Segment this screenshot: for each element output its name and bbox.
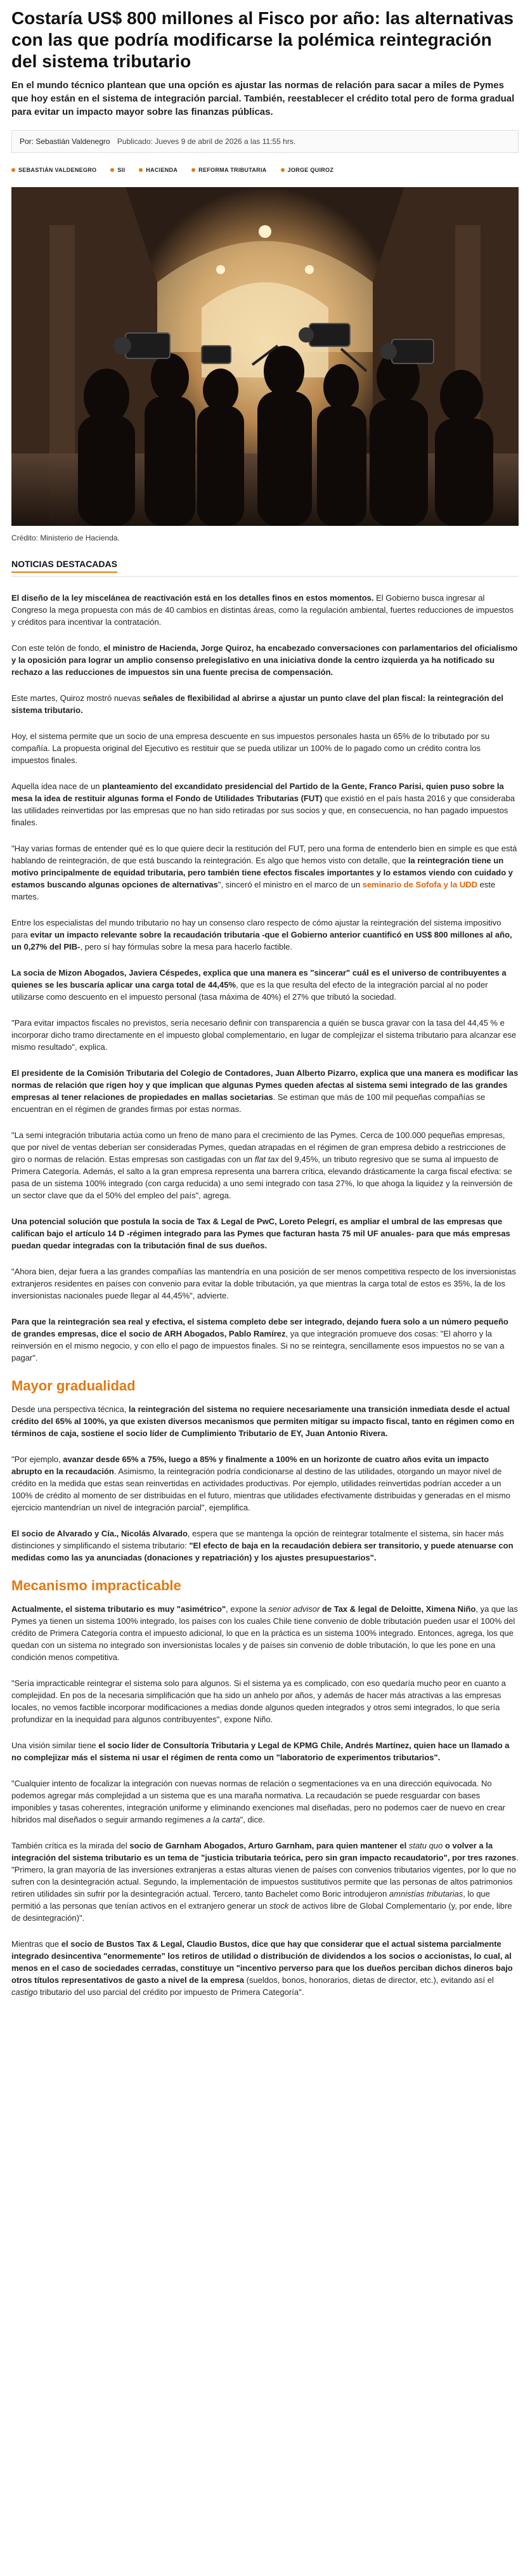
tag-item[interactable] xyxy=(11,167,96,173)
paragraph-8: La socia de Mizon Abogados, Javiera Céspedes, explica que una manera es "sincerar" cuál es el universo de contribuyentes a quienes se les buscaría aplicar una carga total de 44,45%, que es la que resulta del efecto de la integración parcial al no poder utilizarse como descuento en el impuesto personal (tasa máxima de 40%) el 27% que tributó la sociedad. xyxy=(11,968,507,1002)
author-link[interactable]: Por: Sebastián Valdenegro xyxy=(20,137,110,146)
paragraph-7: Entre los especialistas del mundo tributario no hay un consenso claro respecto de cómo ajustar la reintegración del sistema impositivo para evitar un impacto relevante sobre la recaudación tributaria -que el Gobierno anterior cuantificó en US$ 800 millones al año, un 0,27% del PIB-, pero sí hay fórmulas sobre la mesa para hacerlo factible. xyxy=(11,918,512,951)
tag-bullet-icon xyxy=(139,168,143,172)
paragraph-14: Para que la reintegración sea real y efectiva, el sistema completo debe ser integrado, dejando fuera solo a un número pequeño de grandes empresas, dice el socio de ARH Abogados, Pablo Ramírez, ya que integración promueve dos cosas: "El ahorro y la reinversión en el mismo negocio, y con ello el pago de impuestos finales. Si no se reintegra, sencillamente esos impuestos no se van a pagar". xyxy=(11,1317,508,1363)
paragraph-19: "Sería impracticable reintegrar el sistema solo para algunos. Si el sistema ya es complicado, con eso quedaría mucho peor en cuanto a complejidad. En pos de la necesaria simplificación que ha sido un anhelo por años, y además de hacer más atractivas a las empresas locales, no vemos factible incorporar modificaciones a medias donde algunos queden integrados y otros semi integrados, lo que sería profundizar en la inequidad para algunos contribuyentes", expone Niño. xyxy=(11,1678,506,1724)
tag-label: JORGE QUIROZ xyxy=(287,167,334,173)
paragraph-11: "La semi integración tributaria actúa como un freno de mano para el crecimiento de las Pymes. Cerca de 100.000 pequeñas empresas, que por nivel de ventas deberían ser consideradas Pymes, quedan atrapadas en el régimen de gran empresa debido a restricciones de giro o normas de relación. Estas empresas son castigadas con un flat tax del 9,45%, un tributo regresivo que se suma al impuesto de Primera Categoría. Además, el salto a la gran empresa representa una barrera crítica, elevando drásticamente la carga fiscal efectiva: se pasa de un sistema 100% integrado (con carga reducida) a uno semi integrado con tasa 27%, lo que ahoga la liquidez y la reinversión de un sector clave que da el 50% del empleo del país", agrega. xyxy=(11,1130,513,1200)
paragraph-6: "Hay varias formas de entender qué es lo que quiere decir la restitución del FUT, pero una forma de entenderlo bien en simple es que está hablando de reintegración, de que está buscando la reintegración. Es algo que hemos visto con detalle, que la reintegración tiene un motivo principalmente de equidad tributaria, pero también tiene efectos fiscales importantes y lo estamos viendo con cuidado y estamos buscando algunas opciones de alternativas", sinceró el ministro en el marco de un seminario de Sofofa y la UDD este martes. xyxy=(11,844,517,901)
featured-news-title: NOTICIAS DESTACADAS xyxy=(11,559,117,573)
paragraph-17: El socio de Alvarado y Cía., Nicolás Alvarado, espera que se mantenga la opción de reintegrar totalmente el sistema, sin hacer más distinciones y simplificando el sistema tributario: "El efecto de baja en la recaudación debiera ser transitorio, y puede atenuarse con medidas como las ya anunciadas (donaciones y repatriación) y los ajustes presupuestarios". xyxy=(11,1529,514,1562)
paragraph-13: "Ahora bien, dejar fuera a las grandes compañías las mantendría en una posición de ser menos competitiva respecto de los inversionistas extranjeros residentes en países con convenio para evitar la doble tributación, ya que mientras la carga total de estos es 35%, la de los inversionistas nacionales puede llegar al 44,45%", advierte. xyxy=(11,1267,516,1300)
subheading-mayor-gradualidad: Mayor gradualidad xyxy=(11,1378,136,1394)
tag-item[interactable] xyxy=(191,167,266,173)
tag-label: SEBASTIÁN VALDENEGRO xyxy=(18,167,97,173)
paragraph-2: Con este telón de fondo, el ministro de Hacienda, Jorge Quiroz, ha encabezado conversaciones con parlamentarios del oficialismo y la oposición para lograr un amplio consenso prelegislativo en una iniciativa donde la centro izquierda ya ha notificado su rechazo a las reducciones de impuestos sin una fuente precisa de compensación. xyxy=(11,643,518,677)
tag-bullet-icon xyxy=(11,168,15,172)
paragraph-3: Este martes, Quiroz mostró nuevas señales de flexibilidad al abrirse a ajustar un punto clave del plan fiscal: la reintegración del sistema tributario. xyxy=(11,693,503,715)
paragraph-18: Actualmente, el sistema tributario es muy "asimétrico", expone la senior advisor de Tax & legal de Deloitte, Ximena Niño, ya que las Pymes ya tienen un sistema 100% integrado, los países con los cuales Chile tiene convenio de doble tributación pueden usar el 100% del crédito de Primera Categoría contra el impuesto adicional, lo que en la práctica es un sistema 100% integrado. Entonces, agrega, los que quedan con un sistema no integrado son inversionistas locales y de países sin convenio de doble tributación, lo que les pone en una condición menos competitiva. xyxy=(11,1604,518,1662)
article-photo xyxy=(11,187,519,526)
tag-item[interactable] xyxy=(110,167,125,173)
paragraph-10: El presidente de la Comisión Tributaria del Colegio de Contadores, Juan Alberto Pizarro, explica que una manera es modificar las normas de relación que rigen hoy y que implican que algunas Pymes queden afectas al sistema semi integrado de las grandes empresas al tener relaciones de propiedades en mallas societarias. Se estiman que más de 100 mil pequeñas compañías se encuentran en el régimen de grandes firmas por estas normas. xyxy=(11,1068,519,1114)
paragraph-22: También crítica es la mirada del socio de Garnham Abogados, Arturo Garnham, para quien mantener el statu quo o volver a la integración del sistema tributario es un tema de "justicia tributaria teórica, pero sin gran impacto recaudatorio", por tres razones. "Primero, la gran mayoría de las inversiones extranjeras a estas alturas vienen de países con convenios tributarios vigentes, por lo que no sufren con la desintegración actual. Segundo, la implementación de impuestos sustitutivos permite que las personas de altos patrimonios retiren utilidades sin sufrir por la desintegración actual. Tercero, tanto Bachelet como Boric introdujeron amnistías tributarias, lo que permitió a las personas que tenían activos en el extranjero generar un stock de activos libre de Global Complementario (y, por ende, libre de desintegración)". xyxy=(11,1841,519,1923)
paragraph-16: "Por ejemplo, avanzar desde 65% a 75%, luego a 85% y finalmente a 100% en un horizonte de cuatro años evita un impacto abrupto en la recaudación. Asimismo, la reintegración podría condicionarse al destino de las utilidades, otorgando un mayor nivel de crédito en la medida que estas sean reinvertidas en actividades productivas. Por ejemplo, utilidades reinvertidas podrían acceder a un 100% de crédito al momento de ser distribuidas en el futuro, mientras que utilidades efectivamente distribuidas y generadas en el mismo ejercicio mantendrían un nivel de integración parcial", ejemplifica. xyxy=(11,1455,510,1512)
press-scrum-illustration xyxy=(11,187,519,526)
tag-bullet-icon xyxy=(110,168,114,172)
tag-bullet-icon xyxy=(281,168,285,172)
seminar-link[interactable]: seminario de Sofofa y la UDD xyxy=(362,880,478,889)
tags-bar xyxy=(11,167,519,173)
paragraph-21: "Cualquier intento de focalizar la integración con nuevas normas de relación o segmentaciones va en una dirección equivocada. No podemos agregar más complejidad a un sistema que es una maraña normativa. La recaudación se puede resguardar con bases imponibles y tasas coherentes, integración uniforme y eliminando exenciones mal diseñadas, pero no podemos caer de nuevo en crear híbridos mal diseñados o seguir armando regímenes a la carta", dice. xyxy=(11,1779,506,1824)
tag-bullet-icon xyxy=(191,168,195,172)
photo-caption: Crédito: Ministerio de Hacienda. xyxy=(11,533,120,542)
paragraph-1: El diseño de la ley miscelánea de reactivación está en los detalles finos en estos momentos. El Gobierno busca ingresar al Congreso la mega propuesta con más de 40 cambios en distintas áreas, como la regulación ambiental, fuertes reducciones de impuestos y créditos para incentivar la contratación. xyxy=(11,593,514,627)
headline: Costaría US$ 800 millones al Fisco por año: las alternativas con las que podría modificarse la polémica reintegración del sistema tributario xyxy=(11,8,514,71)
paragraph-20: Una visión similar tiene el socio líder de Consultoría Tributaria y Legal de KPMG Chile, Andrés Martínez, quien hace un llamado a no complejizar más el sistema ni usar el régimen de renta como un "laboratorio de experimentos tributarios". xyxy=(11,1741,510,1762)
paragraph-23: Mientras que el socio de Bustos Tax & Legal, Claudio Bustos, dice que hay que considerar que el actual sistema parcialmente integrado desincentiva "enormemente" los retiros de utilidad o distribución de dividendos a los socios o accionistas, lo cual, al menos en el caso de sociedades cerradas, constituye un "incentivo perverso para que los dueños perciban dichos dineros bajo otros títulos representativos de gasto a nivel de la empresa (sueldos, bonos, honorarios, dietas de director, etc.), evitando así el castigo tributario del uso parcial del crédito por impuesto de Primera Categoría". xyxy=(11,1939,513,1997)
tag-item[interactable] xyxy=(139,167,178,173)
paragraph-15: Desde una perspectiva técnica, la reintegración del sistema no requiere necesariamente una transición inmediata desde el actual crédito del 65% al 100%, ya que existen diversos mecanismos que permiten mitigar su impacto fiscal, tanto en régimen como en términos de caja, sostiene el socio líder de Cumplimiento Tributario de EY, Juan Antonio Rivera. xyxy=(11,1404,515,1438)
published-date: Publicado: Jueves 9 de abril de 2026 a las 11:55 hrs. xyxy=(117,137,296,146)
paragraph-4: Hoy, el sistema permite que un socio de una empresa descuente en sus impuestos personales hasta un 65% de lo tributado por su compañía. La propuesta original del Ejecutivo es restituir que se pueda utilizar un 100% de lo pagado como un crédito contra los impuestos finales. xyxy=(11,731,490,765)
tag-label: SII xyxy=(117,167,126,173)
paragraph-9: "Para evitar impactos fiscales no previstos, sería necesario definir con transparencia a quién se busca gravar con la tasa del 44,45 % e incorporar dicho tramo directamente en el impuesto global complementario, en lugar de complejizar el sistema tributario para alcanzar ese mismo resultado", explica. xyxy=(11,1018,517,1052)
tag-label: REFORMA TRIBUTARIA xyxy=(198,167,267,173)
paragraph-5: Aquella idea nace de un planteamiento del excandidato presidencial del Partido de la Gente, Franco Parisi, quien puso sobre la mesa la idea de restituir algunas forma el Fondo de Utilidades Tributarias (FUT) que existió en el país hasta 2016 y que consideraba las utilidades reinvertidas por las empresas que no han sido retiradas por sus socios y que, en consecuencia, no han pagado impuestos finales. xyxy=(11,781,515,827)
lead: En el mundo técnico plantean que una opción es ajustar las normas de relación para sacar a miles de Pymes que hoy están en el sistema de integración parcial. También, reestablecer el crédito total pero de forma gradual para evitar un impacto mayor sobre las finanzas públicas. xyxy=(11,80,515,117)
meta-box xyxy=(11,130,519,153)
tag-label: HACIENDA xyxy=(146,167,178,173)
paragraph-12: Una potencial solución que postula la socia de Tax & Legal de PwC, Loreto Pelegrí, es ampliar el umbral de las empresas que califican bajo el artículo 14 D -régimen integrado para las Pymes que facturan hasta 75 mil UF anuales- para que más empresas puedan quedar integradas con la tributación final de sus dueños. xyxy=(11,1217,510,1250)
subheading-mecanismo: Mecanismo impracticable xyxy=(11,1578,181,1593)
tag-item[interactable] xyxy=(281,167,334,173)
section-divider xyxy=(11,576,519,577)
